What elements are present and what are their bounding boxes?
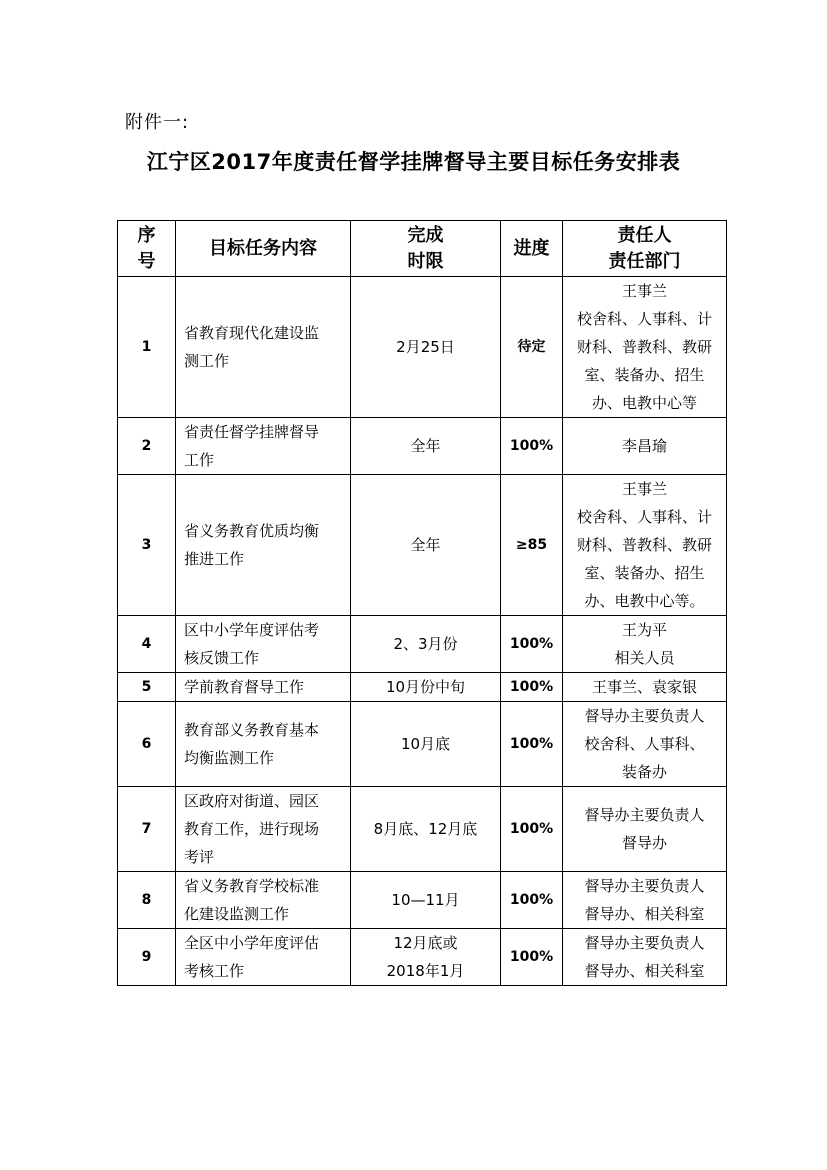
- cell-line: 2、3月份: [393, 635, 458, 653]
- cell-deadline: [351, 929, 501, 986]
- cell-line: 校舍科、人事科、: [584, 735, 705, 753]
- cell-line: 推进工作: [184, 550, 245, 568]
- cell-line: 督导办: [621, 834, 667, 852]
- cell-line: 教育工作，进行现场: [184, 820, 320, 838]
- cell-line: 督导办主要负责人: [584, 934, 705, 952]
- cell-line: 督导办主要负责人: [584, 707, 705, 725]
- cell-line: 全年: [410, 437, 441, 455]
- cell-responsible: [563, 277, 727, 418]
- cell-content: [176, 616, 351, 673]
- cell-line: 全区中小学年度评估: [184, 934, 320, 952]
- cell-line: 相关人员: [614, 649, 675, 667]
- cell-line: 王事兰: [621, 480, 667, 498]
- header-deadline: 完成 时限: [351, 221, 501, 277]
- cell-seq: 7: [118, 787, 176, 872]
- cell-line: 装备办: [621, 763, 667, 781]
- table-row: [118, 702, 727, 787]
- header-content: 目标任务内容: [176, 221, 351, 277]
- cell-content: [176, 872, 351, 929]
- cell-content: [176, 475, 351, 616]
- cell-progress: 100%: [501, 787, 563, 872]
- cell-line: 王事兰: [621, 282, 667, 300]
- cell-line: 室、装备办、招生: [584, 564, 705, 582]
- cell-content: [176, 418, 351, 475]
- table-row: [118, 475, 727, 616]
- cell-line: 均衡监测工作: [184, 749, 275, 767]
- cell-line: 考核工作: [184, 962, 245, 980]
- cell-deadline: [351, 673, 501, 702]
- table-row: [118, 673, 727, 702]
- cell-content: [176, 702, 351, 787]
- table-row: [118, 929, 727, 986]
- header-seq: 序 号: [118, 221, 176, 277]
- cell-content: [176, 787, 351, 872]
- header-row: [118, 221, 727, 277]
- cell-responsible: [563, 929, 727, 986]
- table-row: [118, 277, 727, 418]
- cell-line: 2018年1月: [386, 962, 465, 980]
- cell-line: 省义务教育学校标准: [184, 877, 320, 895]
- cell-seq: 3: [118, 475, 176, 616]
- cell-progress: 100%: [501, 673, 563, 702]
- cell-line: 2月25日: [396, 338, 455, 356]
- cell-line: 10—11月: [391, 891, 460, 909]
- table-row: [118, 418, 727, 475]
- cell-line: 考评: [184, 848, 215, 866]
- table-row: [118, 616, 727, 673]
- cell-line: 10月底: [400, 735, 451, 753]
- cell-responsible: [563, 418, 727, 475]
- cell-responsible: [563, 475, 727, 616]
- cell-line: 王事兰、袁家银: [591, 678, 697, 696]
- cell-line: 李昌瑜: [621, 437, 667, 455]
- cell-content: [176, 673, 351, 702]
- cell-deadline: [351, 872, 501, 929]
- cell-line: 校舍科、人事科、计: [576, 310, 712, 328]
- cell-line: 省义务教育优质均衡: [184, 522, 320, 540]
- cell-seq: 5: [118, 673, 176, 702]
- cell-line: 室、装备办、招生: [584, 366, 705, 384]
- cell-line: 区中小学年度评估考: [184, 621, 320, 639]
- cell-responsible: [563, 787, 727, 872]
- cell-line: 办、电教中心等: [591, 394, 697, 412]
- cell-line: 省责任督学挂牌督导: [184, 423, 320, 441]
- cell-line: 王为平: [621, 621, 667, 639]
- cell-line: 督导办主要负责人: [584, 806, 705, 824]
- cell-line: 督导办主要负责人: [584, 877, 705, 895]
- cell-line: 学前教育督导工作: [184, 678, 305, 696]
- cell-line: 12月底或: [393, 934, 458, 952]
- cell-responsible: [563, 673, 727, 702]
- cell-line: 校舍科、人事科、计: [576, 508, 712, 526]
- cell-seq: 6: [118, 702, 176, 787]
- attachment-label: 附件一:: [125, 112, 190, 133]
- cell-progress: 100%: [501, 616, 563, 673]
- cell-line: 测工作: [184, 352, 230, 370]
- cell-progress: 100%: [501, 929, 563, 986]
- cell-line: 财科、普教科、教研: [576, 536, 712, 554]
- cell-line: 省教育现代化建设监: [184, 324, 320, 342]
- cell-deadline: [351, 277, 501, 418]
- cell-line: 教育部义务教育基本: [184, 721, 320, 739]
- cell-deadline: [351, 787, 501, 872]
- cell-progress: 待定: [501, 277, 563, 418]
- cell-progress: 100%: [501, 872, 563, 929]
- cell-deadline: [351, 418, 501, 475]
- cell-line: 督导办、相关科室: [584, 962, 705, 980]
- cell-content: [176, 277, 351, 418]
- cell-line: 全年: [410, 536, 441, 554]
- header-progress: 进度: [501, 221, 563, 277]
- cell-line: 8月底、12月底: [373, 820, 478, 838]
- cell-responsible: [563, 872, 727, 929]
- cell-responsible: [563, 616, 727, 673]
- table-row: [118, 872, 727, 929]
- cell-line: 办、电教中心等。: [584, 592, 705, 610]
- task-table: [117, 220, 727, 986]
- cell-seq: 9: [118, 929, 176, 986]
- cell-line: 区政府对街道、园区: [184, 792, 320, 810]
- header-responsible: 责任人 责任部门: [563, 221, 727, 277]
- cell-seq: 1: [118, 277, 176, 418]
- cell-progress: 100%: [501, 418, 563, 475]
- cell-content: [176, 929, 351, 986]
- table-row: [118, 787, 727, 872]
- cell-line: 督导办、相关科室: [584, 905, 705, 923]
- cell-deadline: [351, 475, 501, 616]
- cell-line: 化建设监测工作: [184, 905, 290, 923]
- cell-line: 10月份中旬: [385, 678, 466, 696]
- cell-line: 核反馈工作: [184, 649, 260, 667]
- cell-responsible: [563, 702, 727, 787]
- document-title: 江宁区2017年度责任督学挂牌督导主要目标任务安排表: [146, 150, 681, 174]
- cell-seq: 4: [118, 616, 176, 673]
- cell-line: 工作: [184, 451, 215, 469]
- cell-progress: ≥85: [501, 475, 563, 616]
- cell-deadline: [351, 702, 501, 787]
- cell-deadline: [351, 616, 501, 673]
- cell-progress: 100%: [501, 702, 563, 787]
- cell-seq: 8: [118, 872, 176, 929]
- cell-line: 财科、普教科、教研: [576, 338, 712, 356]
- cell-seq: 2: [118, 418, 176, 475]
